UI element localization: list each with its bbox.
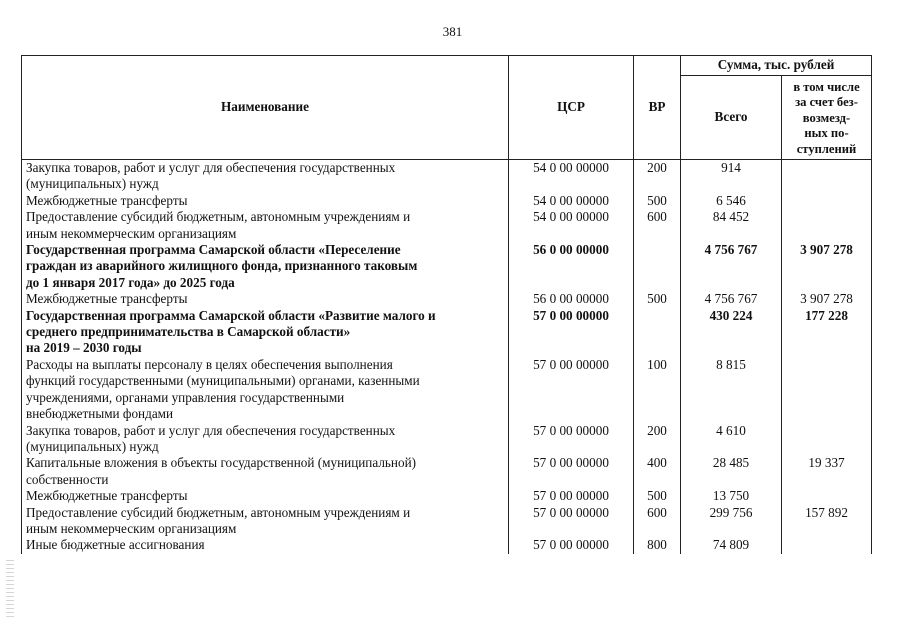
table-row <box>22 160 872 193</box>
row-vr: 600 <box>634 505 681 538</box>
row-name-line: Государственная программа Самарской области «Развитие малого и <box>26 307 436 323</box>
row-incl <box>782 488 872 504</box>
row-name-line: до 1 января 2017 года» до 2025 года <box>26 274 235 290</box>
row-name <box>22 160 509 193</box>
table-row <box>22 357 872 423</box>
table-row <box>22 488 872 504</box>
row-name-line: (муниципальных) нужд <box>26 176 159 192</box>
row-name <box>22 488 509 504</box>
row-csr: 57 0 00 00000 <box>509 455 634 488</box>
budget-table <box>21 55 872 554</box>
row-name-line: Предоставление субсидий бюджетным, автономным учреждениям и <box>26 504 411 520</box>
row-vr: 500 <box>634 193 681 209</box>
header-vr: ВР <box>634 56 681 160</box>
row-csr: 54 0 00 00000 <box>509 209 634 242</box>
row-vr: 200 <box>634 160 681 193</box>
row-name <box>22 505 509 538</box>
row-csr: 54 0 00 00000 <box>509 193 634 209</box>
row-csr: 57 0 00 00000 <box>509 505 634 538</box>
row-name-line: на 2019 – 2030 годы <box>26 340 142 356</box>
row-total: 74 809 <box>681 537 782 553</box>
table-body <box>22 160 872 554</box>
header-incl <box>782 76 872 160</box>
row-name-line: (муниципальных) нужд <box>26 438 159 454</box>
row-incl: 157 892 <box>782 505 872 538</box>
row-vr: 500 <box>634 488 681 504</box>
row-total: 914 <box>681 160 782 193</box>
row-total: 4 756 767 <box>681 242 782 291</box>
row-total: 299 756 <box>681 505 782 538</box>
row-csr: 57 0 00 00000 <box>509 423 634 456</box>
row-name-line: Государственная программа Самарской области «Переселение <box>26 242 401 258</box>
row-name-line: Межбюджетные трансферты <box>26 291 188 307</box>
row-csr: 57 0 00 00000 <box>509 537 634 553</box>
row-csr: 56 0 00 00000 <box>509 242 634 291</box>
header-name: Наименование <box>22 56 509 160</box>
header-incl-line: ступлений <box>796 141 857 156</box>
row-incl <box>782 209 872 242</box>
row-total: 6 546 <box>681 193 782 209</box>
row-name-line: внебюджетными фондами <box>26 406 174 422</box>
table-row <box>22 242 872 291</box>
row-name-line: Межбюджетные трансферты <box>26 192 188 208</box>
row-name <box>22 537 509 553</box>
row-name-line: Капитальные вложения в объекты государственной (муниципальной) <box>26 455 417 471</box>
row-vr <box>634 308 681 357</box>
row-name <box>22 455 509 488</box>
row-incl <box>782 423 872 456</box>
row-csr: 57 0 00 00000 <box>509 308 634 357</box>
row-csr: 54 0 00 00000 <box>509 160 634 193</box>
row-csr: 57 0 00 00000 <box>509 357 634 423</box>
row-total: 430 224 <box>681 308 782 357</box>
table-row <box>22 209 872 242</box>
table-header <box>22 56 872 160</box>
header-total: Всего <box>681 76 782 160</box>
row-name-line: Межбюджетные трансферты <box>26 488 188 504</box>
row-vr: 400 <box>634 455 681 488</box>
row-name <box>22 209 509 242</box>
row-name-line: иным некоммерческим организациям <box>26 225 237 241</box>
row-total: 84 452 <box>681 209 782 242</box>
header-incl-line: в том числе <box>793 79 860 94</box>
table-row <box>22 537 872 553</box>
row-name <box>22 357 509 423</box>
row-name-line: функций государственными (муниципальными) органами, казенными <box>26 373 420 389</box>
row-incl: 3 907 278 <box>782 291 872 307</box>
row-name <box>22 291 509 307</box>
row-name-line: иным некоммерческим организациям <box>26 520 237 536</box>
table-row <box>22 291 872 307</box>
row-incl <box>782 357 872 423</box>
row-incl: 177 228 <box>782 308 872 357</box>
row-name-line: Предоставление субсидий бюджетным, автономным учреждениям и <box>26 209 411 225</box>
row-total: 4 756 767 <box>681 291 782 307</box>
row-csr: 57 0 00 00000 <box>509 488 634 504</box>
scan-artifact <box>6 560 14 620</box>
row-incl <box>782 537 872 553</box>
row-vr: 500 <box>634 291 681 307</box>
table-row <box>22 308 872 357</box>
row-incl <box>782 193 872 209</box>
table-row <box>22 455 872 488</box>
page-number: 381 <box>442 24 463 39</box>
row-vr: 800 <box>634 537 681 553</box>
header-incl-line: за счет без- <box>795 95 858 110</box>
header-csr: ЦСР <box>509 56 634 160</box>
header-incl-line: возмезд- <box>802 110 851 125</box>
row-name-line: среднего предпринимательства в Самарской области» <box>26 324 351 340</box>
row-name <box>22 193 509 209</box>
row-vr: 100 <box>634 357 681 423</box>
table-row <box>22 423 872 456</box>
table-row <box>22 505 872 538</box>
row-name-line: Иные бюджетные ассигнования <box>26 537 205 553</box>
row-incl <box>782 160 872 193</box>
header-sum-group: Сумма, тыс. рублей <box>681 56 872 76</box>
row-total: 4 610 <box>681 423 782 456</box>
header-incl-line: ных по- <box>804 126 849 141</box>
row-csr: 56 0 00 00000 <box>509 291 634 307</box>
table-row <box>22 193 872 209</box>
row-name-line: учреждениями, органами управления государственными <box>26 389 345 405</box>
row-incl: 19 337 <box>782 455 872 488</box>
row-name-line: Закупка товаров, работ и услуг для обеспечения государственных <box>26 422 396 438</box>
row-total: 8 815 <box>681 357 782 423</box>
row-name-line: Закупка товаров, работ и услуг для обеспечения государственных <box>26 160 396 175</box>
row-name-line: Расходы на выплаты персоналу в целях обеспечения выполнения <box>26 356 393 372</box>
row-name <box>22 423 509 456</box>
row-name-line: собственности <box>26 471 109 487</box>
row-name <box>22 242 509 291</box>
row-name <box>22 308 509 357</box>
row-name-line: граждан из аварийного жилищного фонда, признанного таковым <box>26 258 418 274</box>
row-vr <box>634 242 681 291</box>
row-vr: 600 <box>634 209 681 242</box>
row-total: 13 750 <box>681 488 782 504</box>
row-total: 28 485 <box>681 455 782 488</box>
row-incl: 3 907 278 <box>782 242 872 291</box>
row-vr: 200 <box>634 423 681 456</box>
